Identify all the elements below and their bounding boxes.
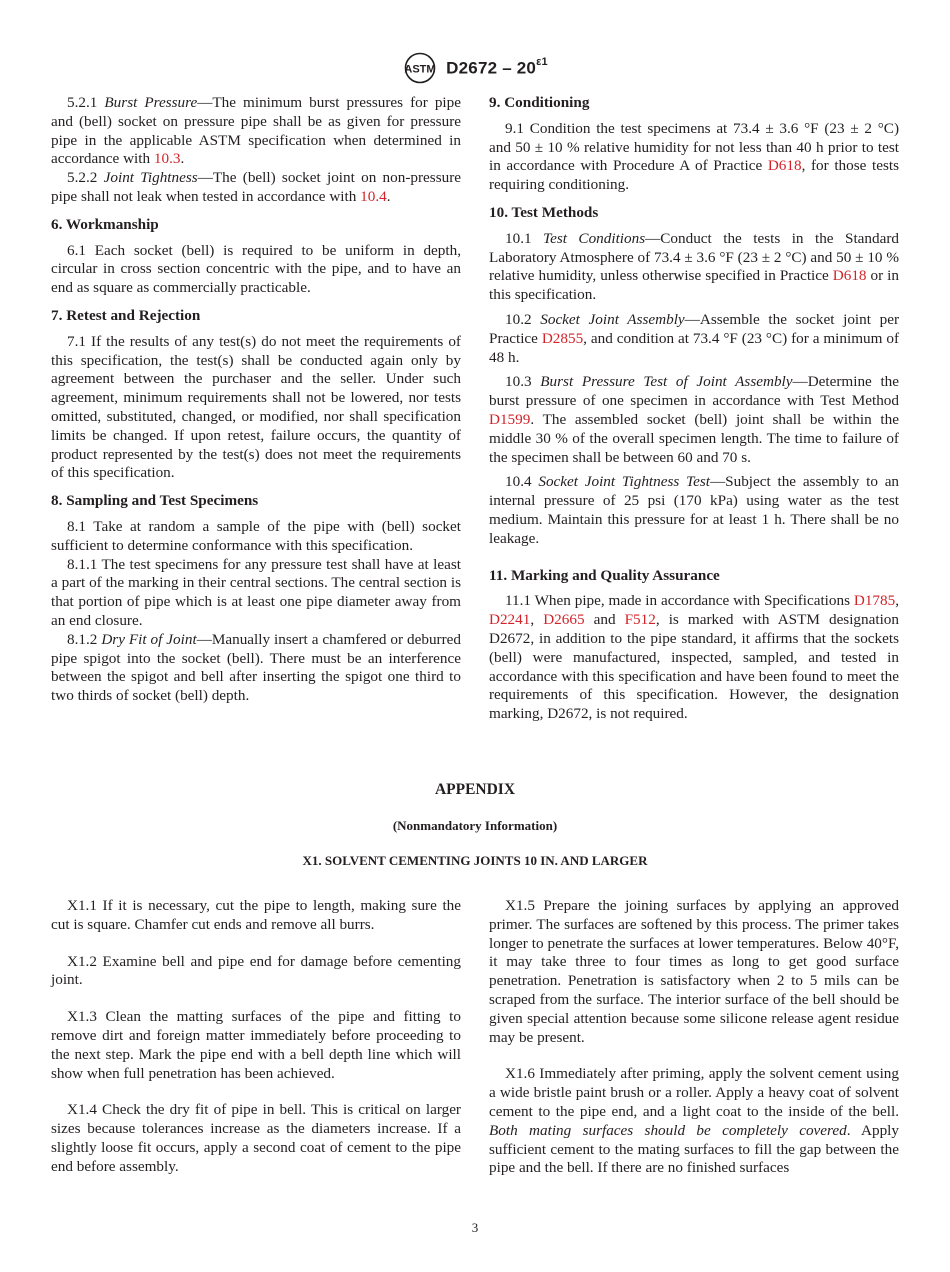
left-column [51, 94, 461, 706]
para-x1-5: X1.5 Prepare the joining surfaces by applying an approved primer. The surfaces are softened by this process. The primer takes longer to penetrate the surfaces at lower temperatures. Below 40°F, it may take three to four times as long to get good surface penetration. Penetration is satisfactory when 2 to 5 mils can be scraped from the surface. The interior surface of the bell should be given special attention because some silicone release agent residue may be present. [489, 897, 899, 1046]
para-x1-6: X1.6 Immediately after priming, apply the solvent cement using a wide bristle paint brush or a roller. Apply a heavy coat of solvent cement to the pipe end, and a light coat to the inside of the bell. Both mating surfaces should be completely covered. Apply sufficient cement to the mating surfaces to fill the gap between the pipe and the bell. If there are no finished surfaces [489, 1065, 899, 1177]
right-column [489, 94, 899, 724]
page-number: 3 [471, 1220, 479, 1235]
para-6-1: 6.1 Each socket (bell) is required to be uniform in depth, circular in cross section concentric with the pipe, and to have an end as square as commercially practicable. [51, 241, 461, 297]
para-x1-2: X1.2 Examine bell and pipe end for damage before cementing joint. [51, 952, 461, 989]
para-8-1-2: 8.1.2 Dry Fit of Joint—Manually insert a chamfered or deburred pipe spigot into the socket (bell). There must be an interference between the spigot and bell after inserting the spigot one third to two thirds of socket (bell) depth. [51, 630, 461, 705]
astm-logo-text: ASTM [404, 63, 436, 76]
appendix-heading: X1. SOLVENT CEMENTING JOINTS 10 IN. AND LARGER [302, 853, 648, 868]
link-d1599[interactable]: D1599 [489, 410, 531, 428]
section-heading-8: 8. Sampling and Test Specimens [51, 492, 259, 510]
link-d618[interactable]: D618 [767, 157, 802, 175]
link-10-4[interactable]: 10.4 [360, 187, 387, 205]
link-d618-b[interactable]: D618 [832, 267, 867, 285]
section-heading-10: 10. Test Methods [489, 203, 599, 221]
appendix-subtitle: (Nonmandatory Information) [392, 818, 558, 833]
section-heading-11: 11. Marking and Quality Assurance [489, 566, 720, 584]
para-7-1: 7.1 If the results of any test(s) do not meet the requirements of this specification, the test(s) shall be conducted again only by agreement between the purchaser and the seller. Under such agreement, minimum requirements shall not be lowered, nor tests omitted, substituted, changed, or modified, nor shall specification limits be changed. If upon retest, failure occurs, the quantity of product represented by the test(s) does not meet the requirements of this specification. [51, 332, 461, 482]
para-x1-1: X1.1 If it is necessary, cut the pipe to length, making sure the cut is square. Chamfer cut ends and remove all burrs. [51, 897, 461, 933]
astm-logo-icon [402, 52, 438, 84]
para-8-1-1: 8.1.1 The test specimens for any pressure test shall have at least a part of the marking in their central sections. The central section is that portion of pipe which is at least one pipe diameter away from an end closure. [51, 555, 461, 629]
section-heading-7: 7. Retest and Rejection [51, 306, 201, 324]
link-d2241[interactable]: D2241 [489, 611, 531, 629]
link-f512[interactable]: F512 [624, 611, 656, 629]
para-5-2-1: 5.2.1 Burst Pressure—The minimum burst pressures for pipe and (bell) socket on pressure pipe shall be as given for pressure pipe in the applicable ASTM specification when determined in accordance with 10.3. [51, 94, 461, 168]
appendix-left-column [51, 897, 461, 1177]
para-10-4: 10.4 Socket Joint Tightness Test—Subject the assembly to an internal pressure of 25 psi (170 kPa) using water as the test medium. Maintain this pressure for at least 1 h. There shall be no leakage. [489, 473, 900, 547]
link-d2855[interactable]: D2855 [541, 329, 584, 347]
document-designation: $D2672 - 20^{\varepsilon 1}$ [446, 55, 548, 78]
para-10-1: 10.1 Test Conditions—Conduct the tests in the Standard Laboratory Atmosphere of 73.4 ± 3.6 °F (23 ± 2 °C) and 50 ± 10 % relative humidity, unless otherwise specified in Practice D618 or in this specification. [489, 229, 900, 304]
link-d2665[interactable]: D2665 [543, 611, 585, 629]
para-10-2: 10.2 Socket Joint Assembly—Assemble the socket joint per Practice D2855, and condition at 73.4 °F (23 °C) for a minimum of 48 h. [489, 310, 900, 366]
para-x1-3: X1.3 Clean the matting surfaces of the pipe and fitting to remove dirt and foreign matter immediately before proceeding to the next step. Mark the pipe end with a bell depth line which will show when full penetration has been achieved. [51, 1008, 461, 1082]
appendix-right-column [489, 897, 899, 1178]
link-10-3[interactable]: 10.3 [153, 150, 181, 168]
section-heading-6: 6. Workmanship [51, 215, 159, 233]
para-11-1: 11.1 When pipe, made in accordance with Specifications D1785, D2241, D2665 and F512, is marked with ASTM designation D2672, in addition to the pipe standard, it affirms that the sockets (bell) were manufactured, inspected, sampled, and tested in accordance with this specification and have been found to meet the requirements of this specification. However, the designation marking, D2672, is not required. [489, 592, 899, 723]
page-header [0, 52, 950, 86]
link-d1785[interactable]: D1785 [853, 592, 896, 610]
para-5-2-2: 5.2.2 Joint Tightness—The (bell) socket joint on non-pressure pipe shall not leak when tested in accordance with 10.4. [51, 169, 462, 205]
para-10-3: 10.3 Burst Pressure Test of Joint Assembly—Determine the burst pressure of one specimen in accordance with Test Method D1599. The assembled socket (bell) joint shall be within the middle 30 % of the overall specimen length. The time to failure of the specimen shall be between 60 and 70 s. [489, 373, 900, 466]
appendix-title: APPENDIX [434, 781, 516, 798]
para-9-1: 9.1 Condition the test specimens at 73.4 ± 3.6 °F (23 ± 2 °C) and 50 ± 10 % relative humidity for not less than 40 h prior to test in accordance with Procedure A of Practice D618, for those tests requiring conditioning. [489, 119, 899, 194]
para-8-1: 8.1 Take at random a sample of the pipe with (bell) socket sufficient to determine conformance with this specification. [51, 517, 461, 554]
section-heading-9: 9. Conditioning [489, 94, 590, 111]
para-x1-4: X1.4 Check the dry fit of pipe in bell. This is critical on larger sizes because tolerances increase as the diameters increase. If a slightly loose fit occurs, apply a second coat of cement to the pipe end before assembly. [51, 1101, 461, 1175]
